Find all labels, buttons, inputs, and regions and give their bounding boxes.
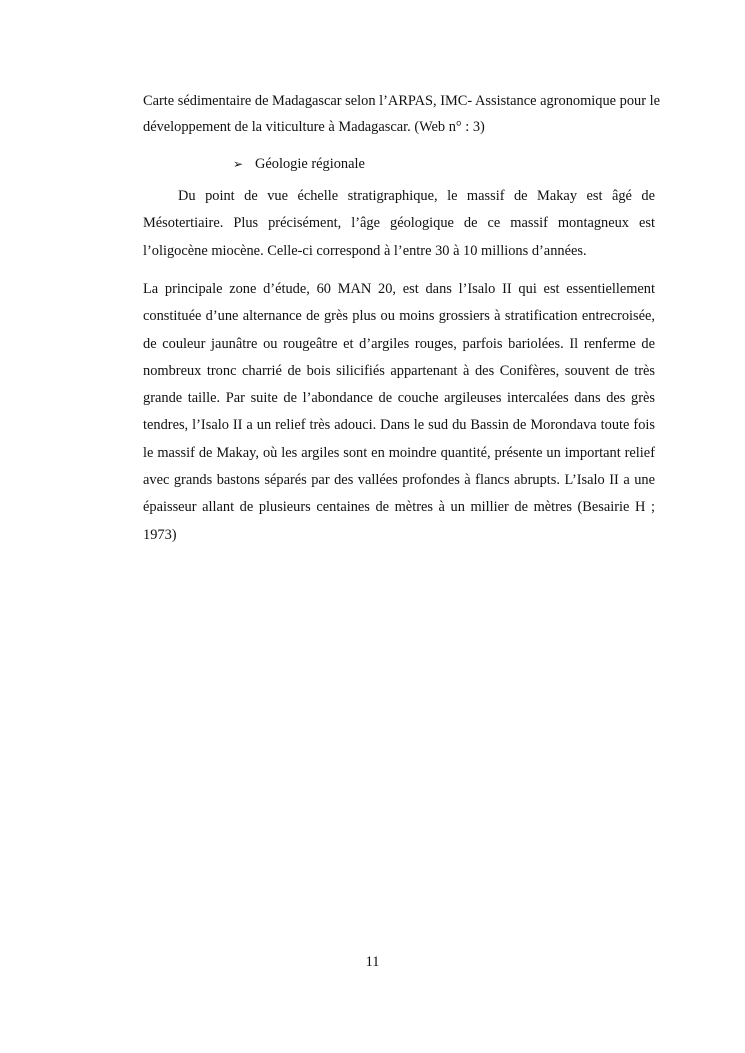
paragraph-study-zone: La principale zone d’étude, 60 MAN 20, est dans l’Isalo II qui est essentiellement constituée d’une alternance de grès plus ou moins grossiers à stratification entrecroisée, de couleur jaunâtre ou rougeâtre et d’argiles rouges, parfois bariolées. Il renferme de nombreux tronc charrié de bois silicifiés appartenant à des Conifères, souvent de très grande taille. Par suite de l’abondance de couche argileuses intercalées dans des grès tendres, l’Isalo II a un relief très adouci. Dans le sud du Bassin de Morondava toute fois le massif de Makay, où les argiles sont en moindre quantité, présente un important relief avec grands bastons séparés par des vallées profondes à flancs abrupts. L’Isalo II a une épaisseur allant de plusieurs centaines de mètres à un millier de mètres (Besairie H ; 1973): [143, 281, 655, 543]
section-heading: [233, 153, 365, 175]
page-number: 11: [365, 954, 380, 970]
paragraph-stratigraphy: Du point de vue échelle stratigraphique, le massif de Makay est âgé de Mésotertiaire. Plus précisément, l’âge géologique de ce massif montagneux est l’oligocène miocène. Celle-ci correspond à l’entre 30 à 10 millions d’années.: [143, 188, 655, 259]
figure-caption: Carte sédimentaire de Madagascar selon l’ARPAS, IMC- Assistance agronomique pour le développement de la viticulture à Madagascar. (Web n° : 3): [143, 93, 661, 135]
arrow-bullet-icon: ➢: [233, 157, 244, 171]
section-heading-text: Géologie régionale: [255, 156, 365, 172]
